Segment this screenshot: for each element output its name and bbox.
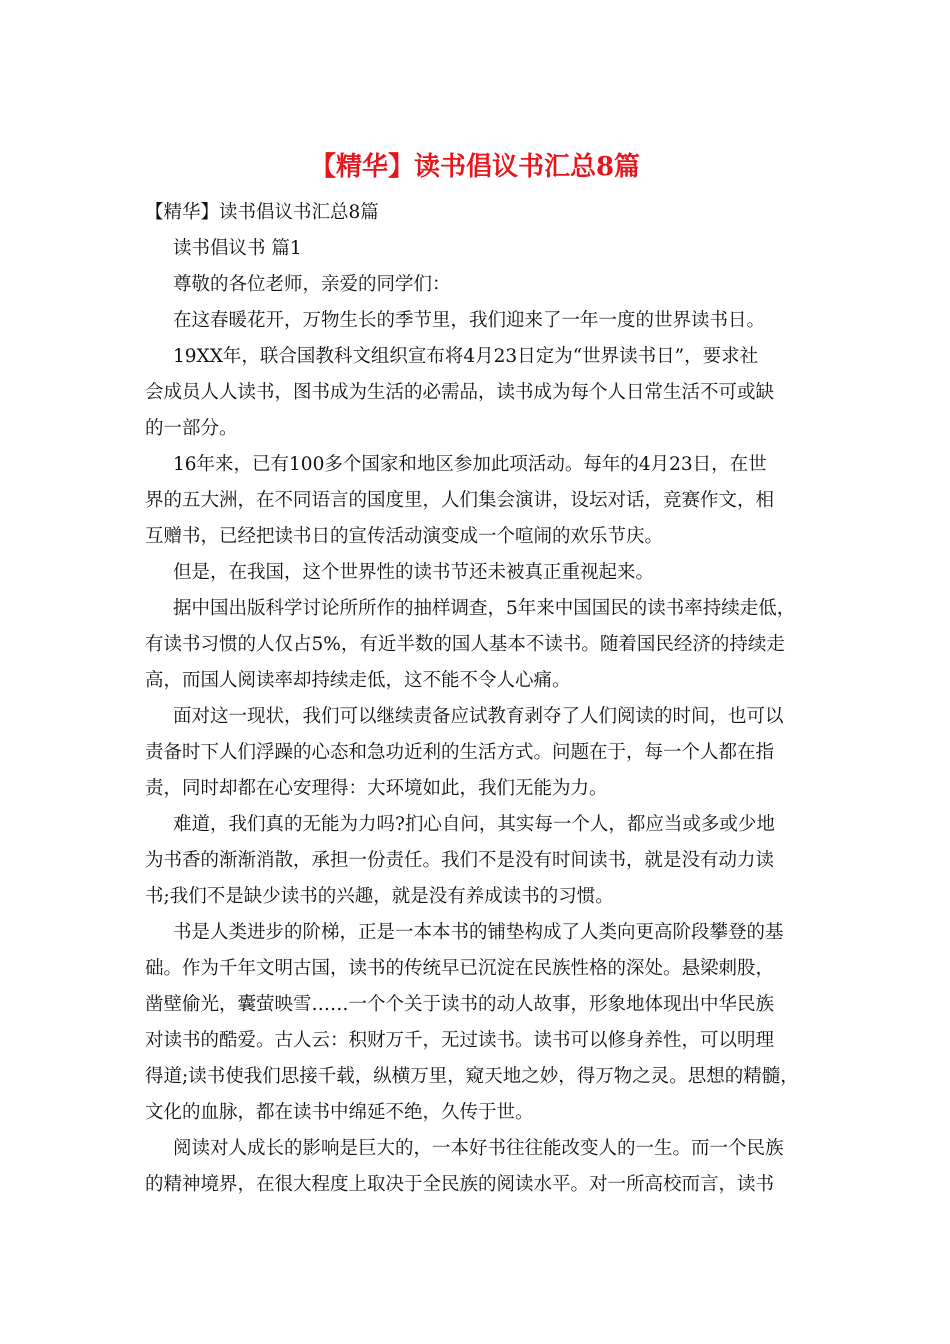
paragraph (145, 1131, 815, 1203)
paragraph-line: 在这春暖花开，万物生长的季节里，我们迎来了一年一度的世界读书日。 (173, 310, 766, 331)
salutation: 尊敬的各位老师，亲爱的同学们： (173, 274, 451, 295)
paragraph-line: 高，而国人阅读率却持续走低，这不能不令人心痛。 (145, 670, 571, 691)
paragraph (145, 303, 815, 339)
paragraph-line: 书是人类进步的阶梯，正是一本本书的铺垫构成了人类向更高阶段攀登的基 (173, 922, 784, 943)
paragraph-line: 的一部分。 (145, 418, 238, 439)
document-subtitle: 【精华】读书倡议书汇总8篇 (145, 202, 379, 223)
paragraph (145, 699, 815, 807)
paragraph-line: 对读书的酷爱。古人云：积财万千，无过读书。读书可以修身养性，可以明理 (145, 1030, 775, 1051)
paragraph (145, 339, 815, 447)
document-title: 【精华】读书倡议书汇总8篇 (309, 152, 641, 182)
paragraph-line: 19XX年，联合国教科文组织宣布将4月23日定为“世界读书日”，要求社 (173, 346, 759, 367)
paragraph-line: 16年来，已有100多个国家和地区参加此项活动。每年的4月23日，在世 (173, 454, 767, 475)
paragraph-line: 文化的血脉，都在读书中绵延不绝，久传于世。 (145, 1102, 534, 1123)
paragraph-line: 界的五大洲，在不同语言的国度里，人们集会演讲，设坛对话，竞赛作文，相 (145, 490, 775, 511)
paragraph-line: 为书香的渐渐消散，承担一份责任。我们不是没有时间读书，就是没有动力读 (145, 850, 775, 871)
paragraph-line: 有读书习惯的人仅占5%，有近半数的国人基本不读书。随着国民经济的持续走 (145, 634, 785, 655)
paragraph-line: 责备时下人们浮躁的心态和急功近利的生活方式。问题在于，每一个人都在指 (145, 742, 775, 763)
paragraph (145, 915, 815, 1131)
paragraph-line: 书;我们不是缺少读书的兴趣，就是没有养成读书的习惯。 (145, 886, 614, 907)
paragraph-line: 阅读对人成长的影响是巨大的，一本好书往往能改变人的一生。而一个民族 (173, 1138, 784, 1159)
paragraph-line: 得道;读书使我们思接千载，纵横万里，窥天地之妙，得万物之灵。思想的精髓， (145, 1066, 799, 1087)
paragraph-line: 面对这一现状，我们可以继续责备应试教育剥夺了人们阅读的时间，也可以 (173, 706, 784, 727)
paragraph (145, 447, 815, 555)
paragraph-line: 凿壁偷光，囊萤映雪……一个个关于读书的动人故事，形象地体现出中华民族 (145, 994, 775, 1015)
paragraph (145, 555, 815, 591)
document-body (145, 195, 815, 1203)
paragraph-line: 但是，在我国，这个世界性的读书节还未被真正重视起来。 (173, 562, 655, 583)
paragraph-line: 难道，我们真的无能为力吗?扪心自问，其实每一个人，都应当或多或少地 (173, 814, 775, 835)
paragraph (145, 807, 815, 915)
paragraph-line: 会成员人人读书，图书成为生活的必需品，读书成为每个人日常生活不可或缺 (145, 382, 775, 403)
paragraph-line: 的精神境界，在很大程度上取决于全民族的阅读水平。对一所高校而言，读书 (145, 1174, 775, 1195)
paragraph (145, 591, 815, 699)
paragraph-line: 础。作为千年文明古国，读书的传统早已沉淀在民族性格的深处。悬梁刺股， (145, 958, 775, 979)
paragraph-line: 责，同时却都在心安理得：大环境如此，我们无能为力。 (145, 778, 608, 799)
paragraph-line: 互赠书，已经把读书日的宣传活动演变成一个喧闹的欢乐节庆。 (145, 526, 664, 547)
section-heading: 读书倡议书 篇1 (173, 238, 302, 259)
paragraph-line: 据中国出版科学讨论所所作的抽样调查，5年来中国国民的读书率持续走低， (173, 598, 796, 619)
